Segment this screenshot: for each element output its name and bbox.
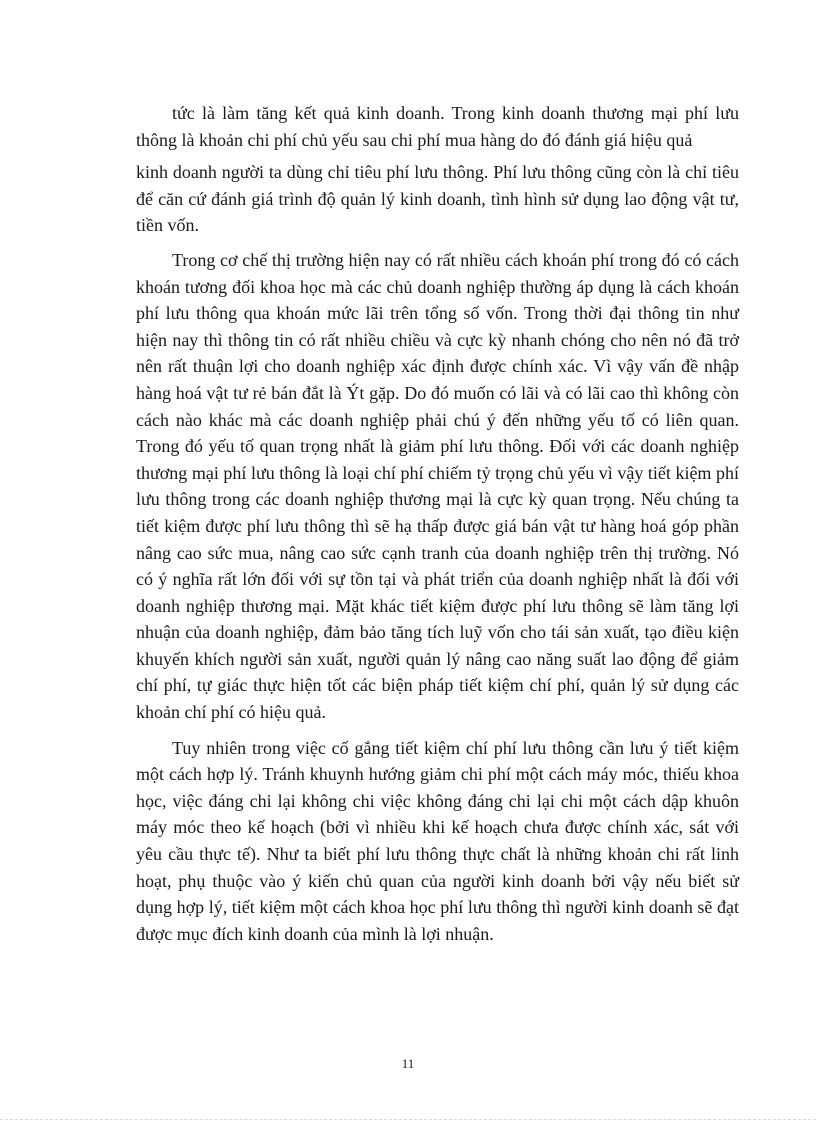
page-number: 11 — [401, 1056, 415, 1071]
page-edge-divider — [0, 1119, 816, 1120]
paragraph-2: kinh doanh người ta dùng chỉ tiêu phí lưu thông. Phí lưu thông cũng còn là chỉ tiêu để căn cứ đánh giá trình độ quản lý kinh doanh, tình hình sử dụng lao động vật tư, tiền vốn. — [136, 162, 739, 236]
document-body — [136, 100, 739, 947]
paragraph-1: tức là làm tăng kết quả kinh doanh. Trong kinh doanh thương mại phí lưu thông là khoản chi phí chủ yếu sau chi phí mua hàng do đó đánh giá hiệu quả — [136, 103, 739, 150]
paragraph-4: Tuy nhiên trong việc cố gắng tiết kiệm chí phí lưu thông cần lưu ý tiết kiệm một cách hợp lý. Tránh khuynh hướng giảm chi phí một cách máy móc, thiếu khoa học, việc đáng chi lại không chi việc không đáng chi lại chi một cách dập khuôn máy móc theo kế hoạch (bởi vì nhiều khi kế hoạch chưa được chính xác, sát với yêu cầu thực tế). Như ta biết phí lưu thông thực chất là những khoản chi rất linh hoạt, phụ thuộc vào ý kiến chủ quan của người kinh doanh bởi vậy nếu biết sử dụng hợp lý, tiết kiệm một cách khoa học phí lưu thông thì người kinh doanh sẽ đạt được mục đích kinh doanh của mình là lợi nhuận. — [136, 737, 739, 944]
paragraph-3: Trong cơ chế thị trường hiện nay có rất nhiều cách khoán phí trong đó có cách khoán tương đối khoa học mà các chủ doanh nghiệp thường áp dụng là cách khoán phí lưu thông qua khoán mức lãi trên tổng số vốn. Trong thời đại thông tin như hiện nay thì thông tin có rất nhiều chiều và cực kỳ nhanh chóng cho nên nó đã trở nên rất thuận lợi cho doanh nghiệp xác định được chính xác. Vì vậy vấn đề nhập hàng hoá vật tư rẻ bán đắt là Ýt gặp. Do đó muốn có lãi và có lãi cao thì không còn cách nào khác mà các doanh nghiệp phải chú ý đến những yếu tố có liên quan. Trong đó yếu tố quan trọng nhất là giảm phí lưu thông. Đối với các doanh nghiệp thương mại phí lưu thông là loại chí phí chiếm tỷ trọng chủ yếu vì vậy tiết kiệm phí lưu thông trong các doanh nghiệp thương mại là cực kỳ quan trọng. Nếu chúng ta tiết kiệm được phí lưu thông thì sẽ hạ thấp được giá bán vật tư hàng hoá góp phần nâng cao sức mua, nâng cao sức cạnh tranh của doanh nghiệp trên thị trường. Nó có ý nghĩa rất lớn đối với sự tồn tại và phát triển của doanh nghiệp nhất là đối với doanh nghiệp thương mại. Mặt khác tiết kiệm được phí lưu thông sẽ làm tăng lợi nhuận của doanh nghiệp, đảm bảo tăng tích luỹ vốn cho tái sản xuất, tạo điều kiện khuyến khích người sản xuất, người quản lý nâng cao năng suất lao động để giảm chí phí, tự giác thực hiện tốt các biện pháp tiết kiệm chí phí, quản lý sử dụng các khoản chí phí có hiệu quả. — [136, 249, 739, 723]
